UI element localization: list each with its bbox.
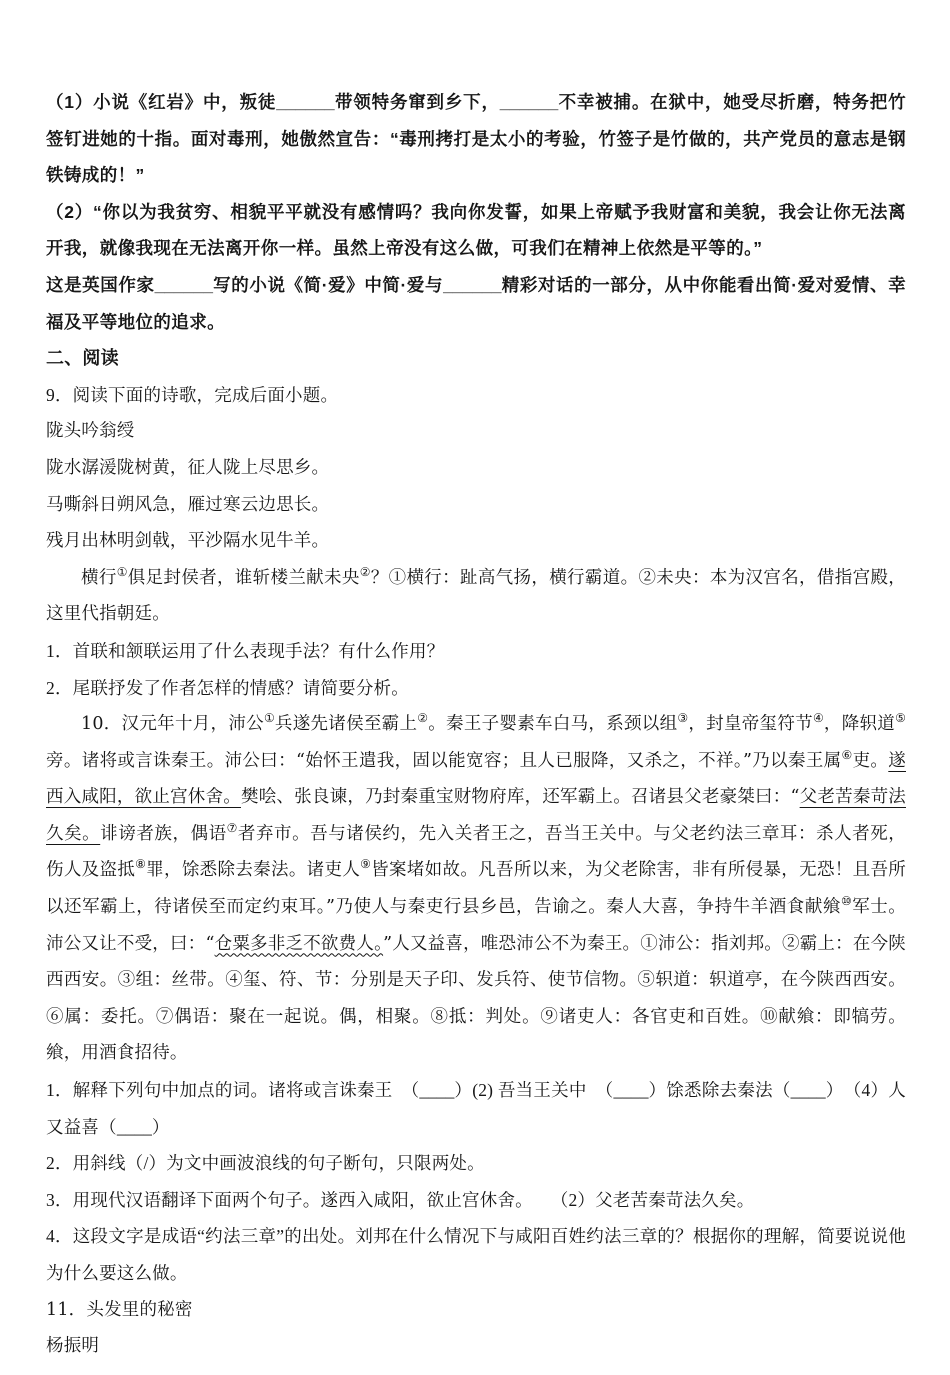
text-run: 吏。	[852, 750, 889, 771]
text-run: 写的小说《简·爱》中简·爱与	[212, 274, 444, 295]
footnote-marker: ④	[812, 711, 824, 726]
footnote-marker: ②	[359, 564, 371, 579]
footnote-marker: ⑥	[841, 747, 853, 762]
text-run: 3．用现代汉语翻译下面两个句子。遂西入咸阳，欲止宫休舍。 （2）父老苦秦苛法久矣。	[46, 1189, 755, 1210]
fill-in-blank: ____	[613, 1080, 649, 1101]
text-run: ？①横行：趾高气扬，横行霸道。②未央：本为汉宫名，借指宫殿，这里代指朝廷。	[46, 567, 906, 625]
text-run: 1．首联和颔联运用了什么表现手法？有什么作用？	[46, 640, 445, 661]
fill-in-blank: ____	[116, 1116, 152, 1137]
question-8-part2-janeeyre-quote	[46, 194, 906, 267]
footnote-marker: ①	[263, 711, 275, 726]
question-9-stem	[46, 377, 906, 414]
text-run: 马嘶斜日朔风急，雁过寒云边思长。	[46, 494, 330, 515]
text-run: 皆案堵如故。凡吾所以来，为父老除害，非有所侵暴，无恐！且吾所以还军霸上，待诸侯至而定约束耳。”乃使人与秦吏行县乡邑，告谕之。秦人大喜，争持牛羊酒食献飨	[46, 860, 907, 918]
text-run: 陇头吟翁绶	[46, 421, 135, 442]
text-run: ）(2) 吾当王关中 （	[454, 1080, 614, 1101]
text-run: ）	[151, 1116, 170, 1137]
text-run: 残月出林明剑戟，平沙隔水见牛羊。	[46, 531, 330, 552]
question-9-2	[46, 670, 906, 707]
footnote-marker: ⑤	[895, 711, 906, 726]
text-run: 二、阅读	[46, 348, 119, 369]
marked-sentence: 父老苦秦苛法久矣。	[46, 787, 906, 844]
text-run: （1）小说《红岩》中，叛徒	[46, 92, 277, 112]
text-run: ”人又益喜，唯恐沛公不为秦王。①沛公：指刘邦。②霸上：在今陕西西安。③组：丝带。④玺、符、节：分别是天子印、发兵符、使节信物。⑤轵道：轵道亭，在今陕西西安。⑥属：委托。⑦偶语：聚在一起说。偶，相聚。⑧抵：判处。⑨诸吏人：各官吏和百姓。⑩献飨：即犒劳。飨，用酒食招待。	[46, 933, 907, 1064]
question-10-2-duanju	[46, 1145, 906, 1182]
question-10-3-translate	[46, 1182, 906, 1219]
text-run: 不幸被捕。在狱中，她受尽折磨，特务把竹签钉进她的十指。面对毒刑，她傲然宣告：“毒刑拷打是太小的考验，竹签子是竹做的，共产党员的意志是钢铁铸成的！”	[46, 92, 906, 186]
fill-in-blank: ______	[276, 92, 335, 112]
text-run: 俱足封侯者，谁斩楼兰献未央	[127, 567, 360, 588]
question-10-4-yuefasanzhang	[46, 1218, 906, 1291]
text-run: 横行	[81, 567, 117, 588]
question-10-1-words	[46, 1072, 906, 1145]
footnote-marker: ⑨	[360, 857, 372, 872]
text-run: 10．汉元年十月，沛公	[81, 714, 264, 735]
passage-11-author	[46, 1328, 906, 1365]
text-run: 者弃市。吾与诸侯约，先入关者王之，吾当王关中。与父老约法三章耳：杀人者死，伤人及盗抵	[46, 823, 906, 881]
text-run: 杨振明	[46, 1336, 100, 1357]
poem-line-2	[46, 487, 906, 524]
text-run: 带领特务窜到乡下，	[334, 92, 500, 112]
text-run: 4．这段文字是成语“约法三章”的出处。刘邦在什么情况下与咸阳百姓约法三章的？根据你的理解，简要说说他为什么要这么做。	[46, 1226, 906, 1283]
fill-in-blank: ____	[419, 1080, 455, 1101]
footnote-marker: ⑧	[135, 857, 147, 872]
text-run: ，封皇帝玺符节	[688, 714, 813, 735]
footnote-marker: ⑦	[226, 821, 238, 836]
text-run: 这是英国作家	[46, 274, 155, 295]
fill-in-blank: ______	[443, 274, 502, 295]
passage-11-title	[46, 1292, 906, 1329]
poem-line-1	[46, 450, 906, 487]
text-run: 诽谤者族，偶语	[100, 823, 227, 844]
text-run: 2．尾联抒发了作者怎样的情感？请简要分析。	[46, 677, 409, 698]
fill-in-blank: ____	[790, 1080, 826, 1101]
text-run: （2）“你以为我贫穷、相貌平平就没有感情吗？我向你发誓，如果上帝赋予我财富和美貌，我会让你无法离开我，就像我现在无法离开你一样。虽然上帝没有这么做，可我们在精神上依然是平等的。”	[46, 201, 906, 259]
text-run: 罪，馀悉除去秦法。诸吏人	[146, 860, 361, 881]
text-run: ） （4）人又益喜（	[46, 1080, 907, 1137]
footnote-marker: ②	[417, 711, 429, 726]
text-run: 1．解释下列句中加点的词。诸将或言诛秦王 （	[46, 1080, 420, 1101]
text-run: 。秦王子婴素车白马，系颈以组	[428, 714, 678, 735]
text-run: 2．用斜线（/）为文中画波浪线的句子断句，只限两处。	[46, 1153, 485, 1174]
text-run: 精彩对话的一部分，从中你能看出简·爱对爱情、幸福及平等地位的追求。	[46, 274, 906, 332]
fill-in-blank: ______	[154, 274, 213, 295]
poem-line-4-with-notes	[46, 560, 906, 633]
section-heading-reading	[46, 340, 906, 377]
footnote-marker: ⑩	[840, 894, 853, 909]
text-run: 陇水潺湲陇树黄，征人陇上尽思乡。	[46, 457, 330, 478]
text-run: 樊哙、张良谏，乃封秦重宝财物府库，还军霸上。召诸县父老豪桀曰：“	[240, 787, 800, 808]
fill-in-blank: ______	[499, 92, 559, 112]
marked-sentence: 仓粟多非乏不欲费人。	[214, 933, 384, 954]
text-run: 11．头发里的秘密	[46, 1299, 193, 1320]
footnote-marker: ③	[677, 711, 689, 726]
text-run: ）馀悉除去秦法（	[648, 1080, 791, 1101]
poem-line-3	[46, 523, 906, 560]
passage-10-classical-text	[46, 706, 906, 1072]
text-run: 旁。诸将或言诛秦王。沛公曰：“始怀王遣我，固以能宽容；且人已服降，又杀之，不祥。”乃以秦王属	[46, 750, 842, 771]
text-run: 兵遂先诸侯至霸上	[274, 714, 418, 735]
text-run: 军士。沛公又让不受，曰：“	[46, 897, 906, 954]
text-run: ，降轵道	[823, 714, 896, 735]
text-run: 9．阅读下面的诗歌，完成后面小题。	[46, 384, 339, 405]
marked-sentence: 遂西入咸阳，欲止宫休舍。	[46, 750, 906, 808]
question-9-1	[46, 633, 906, 670]
footnote-marker: ①	[116, 564, 128, 579]
question-8-part2-prompt	[46, 267, 906, 340]
poem-title-author	[46, 413, 906, 450]
question-8-part1-hongyan	[46, 84, 906, 194]
